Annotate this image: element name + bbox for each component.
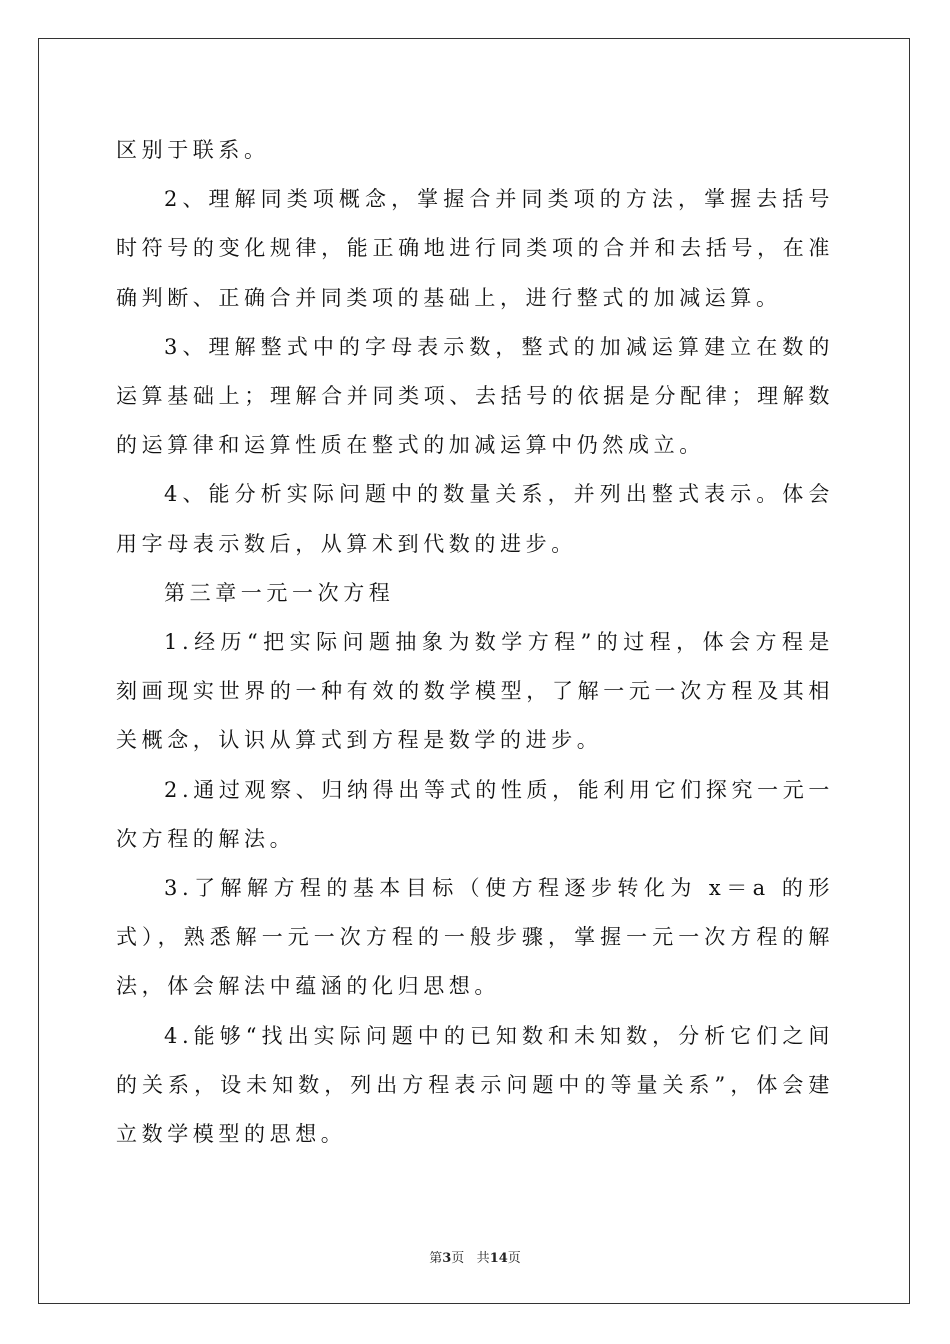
paragraph-7: 3.了解解方程的基本目标（使方程逐步转化为 x＝a 的形式），熟悉解一元一次方程的一般步骤，掌握一元一次方程的解法，体会解法中蕴涵的化归思想。 <box>116 876 834 999</box>
paragraph-6: 2.通过观察、归纳得出等式的性质，能利用它们探究一元一次方程的解法。 <box>116 777 834 851</box>
total-pages-number: 14 <box>489 1251 508 1266</box>
current-page-number: 3 <box>442 1251 452 1266</box>
document-body <box>116 126 834 1159</box>
footer-prefix: 第 <box>429 1251 443 1266</box>
page-footer <box>0 1247 950 1266</box>
paragraph-2: 2、理解同类项概念，掌握合并同类项的方法，掌握去括号时符号的变化规律，能正确地进行同类项的合并和去括号，在准确判断、正确合并同类项的基础上，进行整式的加减运算。 <box>116 187 834 310</box>
paragraph-5: 1.经历“把实际问题抽象为数学方程”的过程，体会方程是刻画现实世界的一种有效的数学模型，了解一元一次方程及其相关概念，认识从算式到方程是数学的进步。 <box>116 630 834 753</box>
paragraph-8: 4.能够“找出实际问题中的已知数和未知数，分析它们之间的关系，设未知数，列出方程表示问题中的等量关系”，体会建立数学模型的思想。 <box>116 1023 834 1147</box>
paragraph-3: 3、理解整式中的字母表示数，整式的加减运算建立在数的运算基础上；理解合并同类项、去括号的依据是分配律；理解数的运算律和运算性质在整式的加减运算中仍然成立。 <box>116 334 834 458</box>
paragraph-4: 4、能分析实际问题中的数量关系，并列出整式表示。体会用字母表示数后，从算术到代数的进步。 <box>116 482 834 556</box>
chapter-heading: 第三章一元一次方程 <box>164 580 395 605</box>
footer-total-prefix: 共 <box>476 1251 490 1266</box>
paragraph-1: 区别于联系。 <box>116 138 270 162</box>
footer-page-suffix: 页 <box>451 1251 465 1266</box>
footer-total-suffix: 页 <box>507 1251 521 1266</box>
